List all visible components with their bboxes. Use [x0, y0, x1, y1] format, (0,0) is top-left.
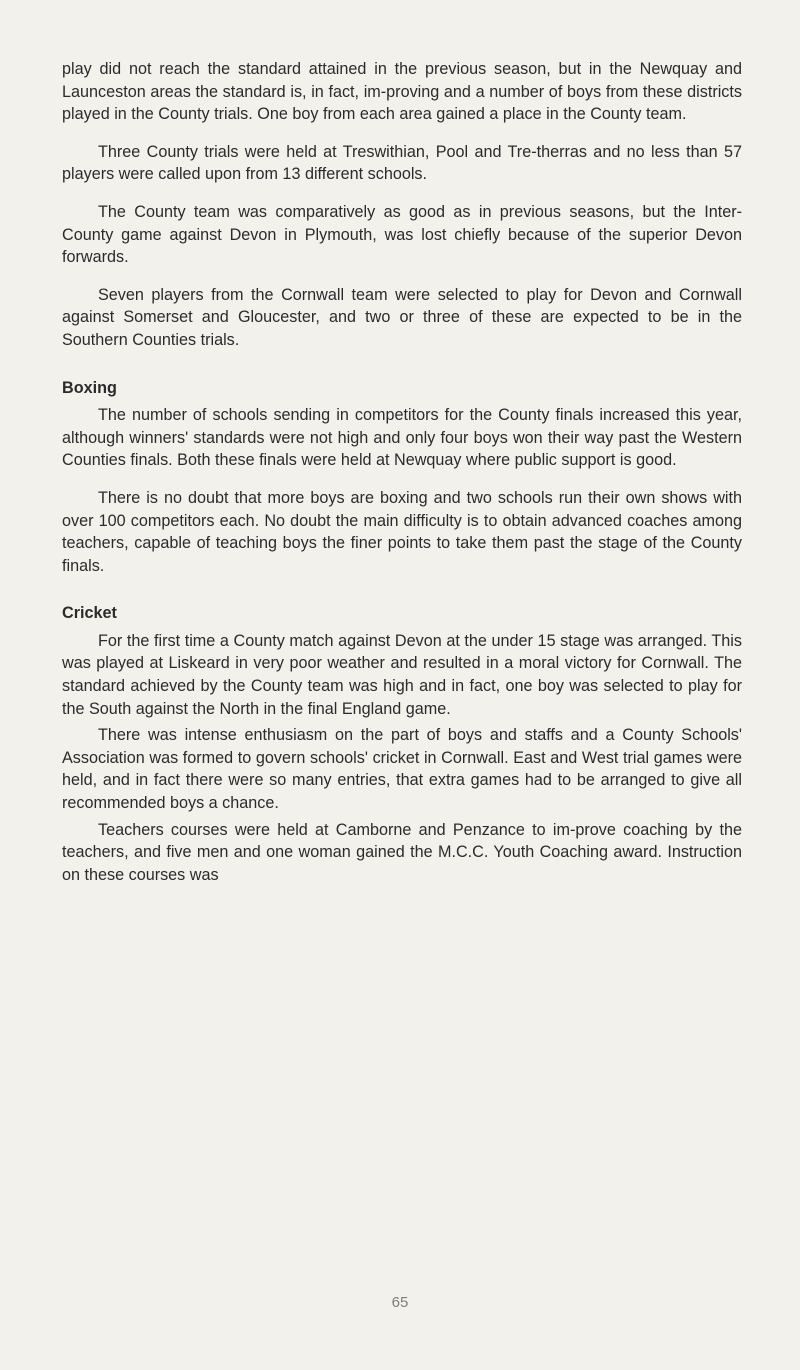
- paragraph-cricket-match: For the first time a County match against Devon at the under 15 stage was arranged. This was played at Liskeard in very poor weather and resulted in a moral victory for Cornwall. The standard achieved by the County team was high and in fact, one boy was selected to play for the South against the North in the final England game.: [62, 631, 742, 718]
- paragraph-boxing-finals: The number of schools sending in competitors for the County finals increased this year, although winners' standards were not high and only four boys won their way past the Western Counties finals. Both these finals were held at Newquay where public support is good.: [62, 406, 742, 470]
- section-heading-cricket: Cricket: [62, 604, 117, 623]
- section-heading-boxing: Boxing: [62, 378, 117, 397]
- paragraph-cricket-association: There was intense enthusiasm on the part of boys and staffs and a County Schools' Association was formed to govern schools' cricket in Cornwall. East and West trial games were held, and in fact there were so many entries, that extra games had to be arranged to give all recommended boys a chance.: [62, 726, 742, 813]
- paragraph-rugby-continued: play did not reach the standard attained in the previous season, but in the Newquay and Launceston areas the standard is, in fact, im-proving and a number of boys from these districts played in the County trials. One boy from each area gained a place in the County team.: [62, 60, 742, 124]
- paragraph-county-team: The County team was comparatively as good as in previous seasons, but the Inter-County game against Devon in Plymouth, was lost chiefly because of the superior Devon forwards.: [62, 202, 742, 267]
- paragraph-cricket-courses: Teachers courses were held at Camborne and Penzance to im-prove coaching by the teachers, and five men and one woman gained the M.C.C. Youth Coaching award. Instruction on these courses was: [62, 820, 742, 884]
- paragraph-boxing-coaching: There is no doubt that more boys are boxing and two schools run their own shows with over 100 competitors each. No doubt the main difficulty is to obtain advanced coaches among teachers, capable of teaching boys the finer points to take them past the stage of the County finals.: [62, 488, 742, 575]
- page-number: 65: [391, 1294, 409, 1311]
- paragraph-selected-players: Seven players from the Cornwall team were selected to play for Devon and Cornwall against Somerset and Gloucester, and two or three of these are expected to be in the Southern Counties trials.: [62, 285, 742, 349]
- document-page: [62, 58, 742, 890]
- paragraph-county-trials: Three County trials were held at Treswithian, Pool and Tre-therras and no less than 57 players were called upon from 13 different schools.: [62, 142, 742, 184]
